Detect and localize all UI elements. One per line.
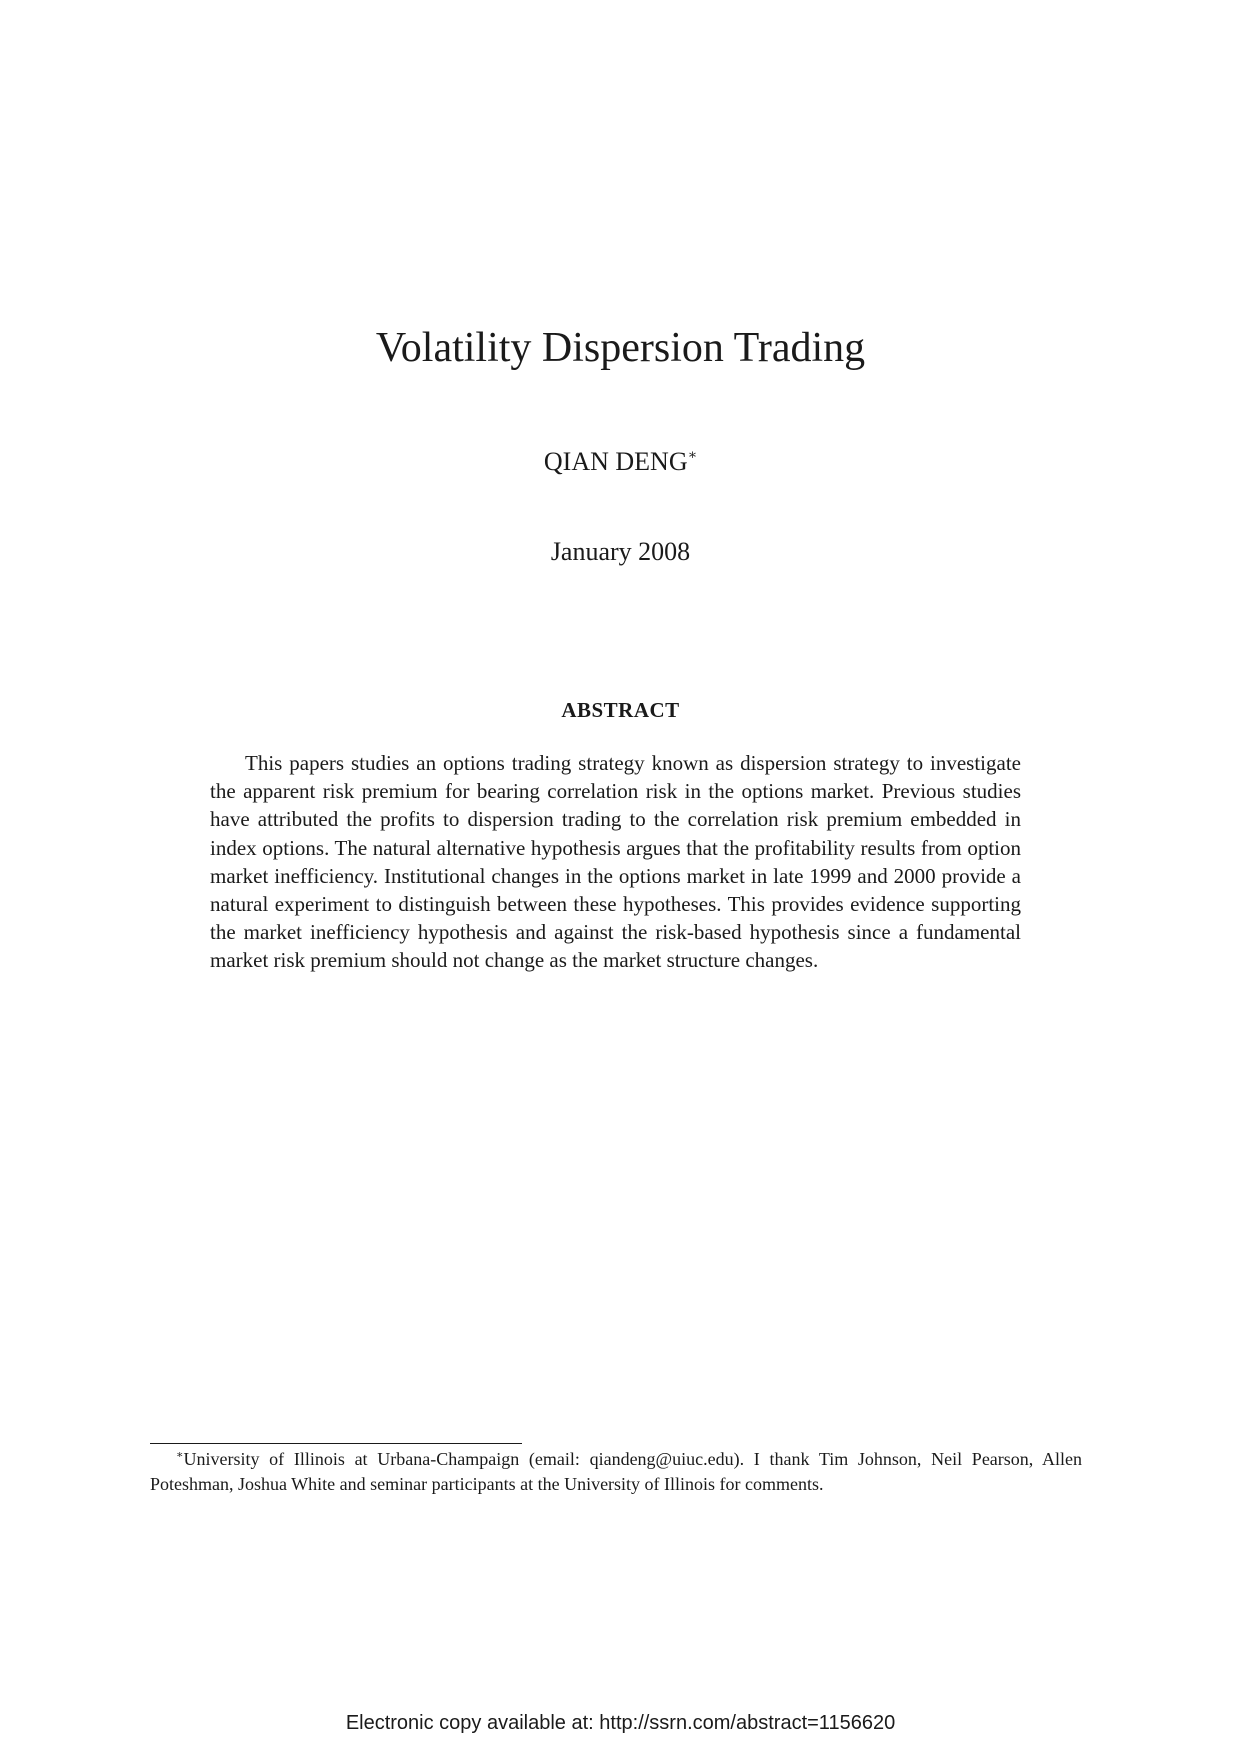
footnote: ∗University of Illinois at Urbana-Champaign (email: qiandeng@uiuc.edu). I thank Tim Johnson, Neil Pearson, Allen Poteshman, Joshua White and seminar participants at the University of Illinois for comments. bbox=[150, 1449, 1082, 1494]
abstract-heading: ABSTRACT bbox=[561, 698, 680, 722]
paper-title: Volatility Dispersion Trading bbox=[375, 325, 866, 371]
author-name-text: QIAN DENG bbox=[543, 447, 688, 476]
author-footnote-mark[interactable]: ∗ bbox=[687, 448, 698, 463]
ssrn-electronic-copy-notice[interactable]: Electronic copy available at: http://ssrn.com/abstract=1156620 bbox=[345, 1712, 896, 1734]
author-name bbox=[0, 446, 1241, 478]
abstract-body: This papers studies an options trading strategy known as dispersion strategy to investigate the apparent risk premium for bearing correlation risk in the options market. Previous studies have attributed the profits to dispersion trading to the correlation risk premium embedded in index options. The natural alternative hypothesis argues that the profitability results from option market inefficiency. Institutional changes in the options market in late 1999 and 2000 provide a natural experiment to distinguish between these hypotheses. This provides evidence supporting the market inefficiency hypothesis and against the risk-based hypothesis since a fundamental market risk premium should not change as the market structure changes. bbox=[210, 751, 1021, 973]
footnote-text: University of Illinois at Urbana-Champaign (email: qiandeng@uiuc.edu). I thank Tim Johnson, Neil Pearson, Allen Poteshman, Joshua White and seminar participants at the University of Illinois for comments. bbox=[150, 1449, 1082, 1494]
footnote-divider bbox=[150, 1443, 522, 1444]
publication-date: January 2008 bbox=[550, 537, 691, 566]
